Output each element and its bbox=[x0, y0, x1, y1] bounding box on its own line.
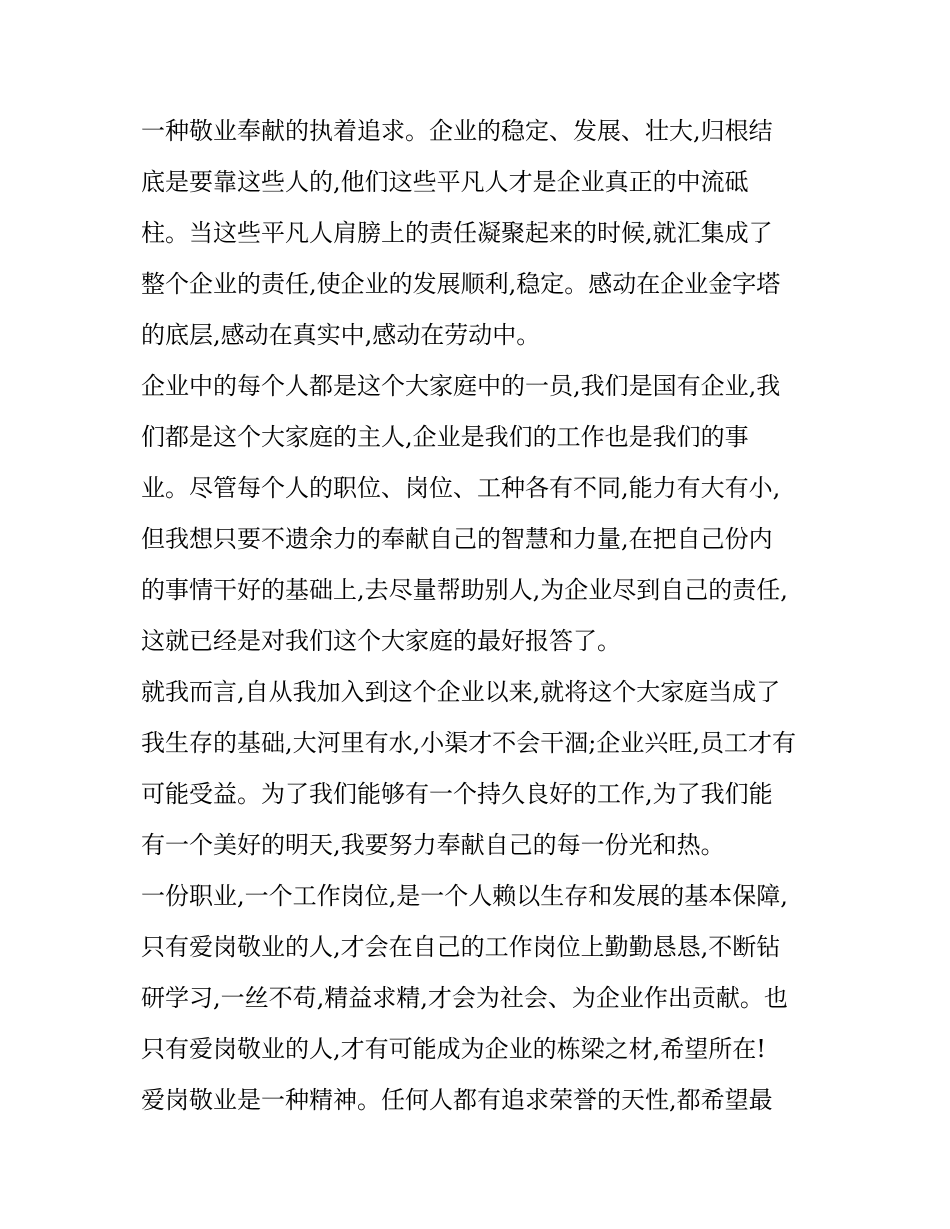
text-line: 可能受益。为了我们能够有一个持久良好的工作,为了我们能 bbox=[141, 780, 773, 808]
text-line: 但我想只要不遗余力的奉献自己的智慧和力量,在把自己份内 bbox=[141, 525, 773, 553]
text-line: 企业中的每个人都是这个大家庭中的一员,我们是国有企业,我 bbox=[141, 372, 781, 400]
text-line: 研学习,一丝不苟,精益求精,才会为社会、为企业作出贡献。也 bbox=[141, 984, 788, 1012]
text-line: 一种敬业奉献的执着追求。企业的稳定、发展、壮大,归根结 bbox=[141, 117, 773, 145]
text-line: 业。尽管每个人的职位、岗位、工种各有不同,能力有大有小, bbox=[141, 474, 781, 502]
text-line: 就我而言,自从我加入到这个企业以来,就将这个大家庭当成了 bbox=[141, 678, 781, 706]
text-line: 一份职业,一个工作岗位,是一个人赖以生存和发展的基本保障, bbox=[141, 882, 788, 910]
text-line: 只有爱岗敬业的人,才会在自己的工作岗位上勤勤恳恳,不断钻 bbox=[141, 933, 781, 961]
text-line: 我生存的基础,大河里有水,小渠才不会干涸;企业兴旺,员工才有 bbox=[141, 729, 796, 757]
text-line: 底是要靠这些人的,他们这些平凡人才是企业真正的中流砥 bbox=[141, 168, 749, 196]
text-line: 整个企业的责任,使企业的发展顺利,稳定。感动在企业金字塔 bbox=[141, 270, 781, 298]
text-line: 的事情干好的基础上,去尽量帮助别人,为企业尽到自己的责任, bbox=[141, 576, 788, 604]
text-line: 柱。当这些平凡人肩膀上的责任凝聚起来的时候,就汇集成了 bbox=[141, 219, 773, 247]
text-line: 这就已经是对我们这个大家庭的最好报答了。 bbox=[141, 627, 621, 655]
text-line: 的底层,感动在真实中,感动在劳动中。 bbox=[141, 321, 541, 349]
text-line: 只有爱岗敬业的人,才有可能成为企业的栋梁之材,希望所在! bbox=[141, 1035, 766, 1063]
text-line: 有一个美好的明天,我要努力奉献自己的每一份光和热。 bbox=[141, 831, 725, 859]
text-line: 们都是这个大家庭的主人,企业是我们的工作也是我们的事 bbox=[141, 423, 749, 451]
text-line: 爱岗敬业是一种精神。任何人都有追求荣誉的天性,都希望最 bbox=[141, 1086, 773, 1114]
document-body bbox=[141, 106, 821, 1126]
